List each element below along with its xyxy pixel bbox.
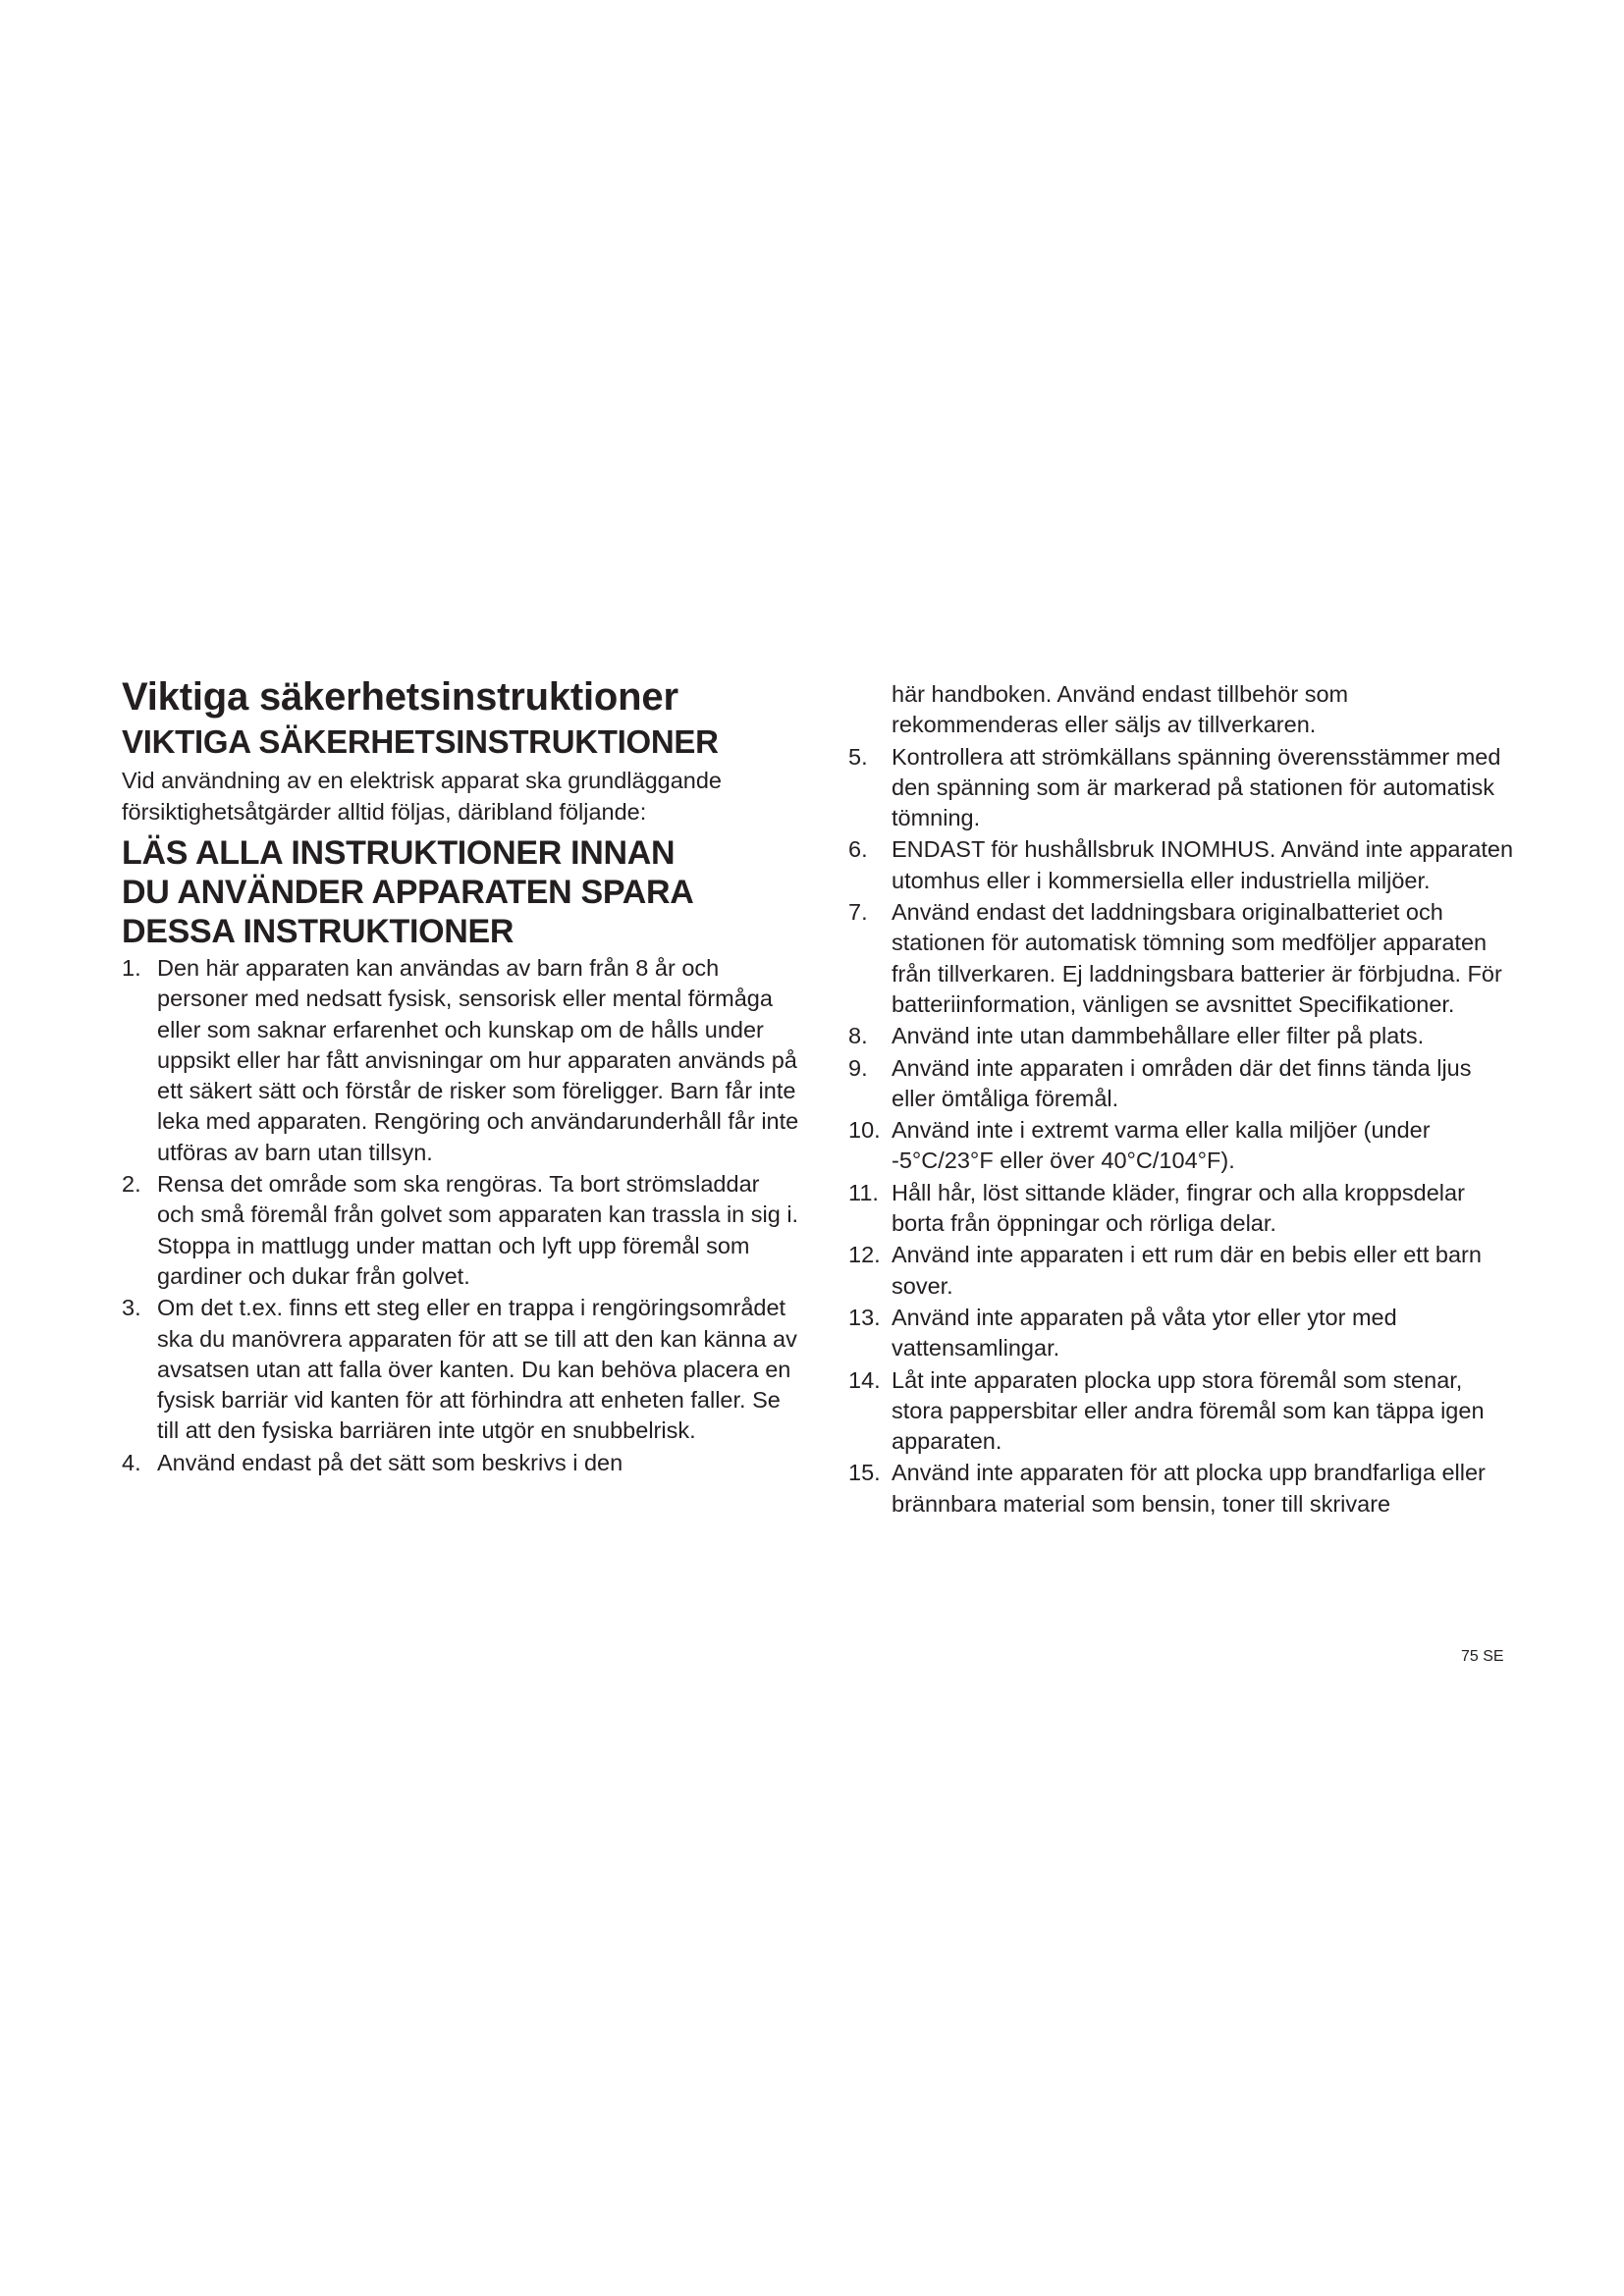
list-item — [848, 1240, 1516, 1302]
item-text: Låt inte apparaten plocka upp stora föremål som stenar, stora pappersbitar eller andra föremål som kan täppa igen apparaten. — [892, 1366, 1485, 1455]
item-text: Använd inte apparaten i områden där det finns tända ljus eller ömtåliga föremål. — [892, 1054, 1472, 1111]
list-item — [122, 1293, 799, 1446]
warning-line: DESSA INSTRUKTIONER — [122, 913, 514, 950]
item-text: Om det t.ex. finns ett steg eller en trappa i rengöringsområdet ska du manövrera apparaten för att se till att den kan känna av avsatsen utan att falla över kanten. Du kan behöva placera en fysisk barriär vid kanten för att förhindra att enheten faller. Se till att den fysiska barriären inte utgör en snubbelrisk. — [157, 1295, 797, 1444]
warning-heading — [122, 833, 799, 951]
item-number: 15. — [848, 1460, 881, 1486]
item-number: 11. — [848, 1179, 879, 1205]
section-heading: VIKTIGA SÄKERHETSINSTRUKTIONER — [122, 723, 719, 760]
item-text: Använd endast på det sätt som beskrivs i den — [157, 1449, 623, 1475]
item-text: Kontrollera att strömkällans spänning överensstämmer med den spänning som är markerad på stationen för automatisk tömning. — [892, 743, 1501, 831]
item-number: 14. — [848, 1366, 881, 1393]
warning-line: DU ANVÄNDER APPARATEN SPARA — [122, 874, 694, 911]
continued-text: här handboken. Använd endast tillbehör som rekommenderas eller säljs av tillverkaren. — [892, 681, 1349, 738]
item-number: 4. — [122, 1449, 141, 1475]
item-text: Använd inte utan dammbehållare eller filter på plats. — [892, 1023, 1425, 1049]
item-number: 1. — [122, 955, 141, 981]
list-item — [848, 834, 1516, 896]
item-text: Använd inte i extremt varma eller kalla miljöer (under -5°C/23°F eller över 40°C/104°F). — [892, 1117, 1431, 1174]
list-item — [848, 1115, 1516, 1177]
list-item — [848, 742, 1516, 834]
item-text: Använd inte apparaten för att plocka upp brandfarliga eller brännbara material som bensin, toner till skrivare — [892, 1460, 1486, 1517]
right-column — [848, 679, 1516, 1521]
item-number: 13. — [848, 1304, 881, 1330]
list-item — [122, 953, 799, 1168]
list-item — [848, 1303, 1516, 1364]
item-text: Rensa det område som ska rengöras. Ta bort strömsladdar och små föremål från golvet som apparaten kan trassla in sig i. Stoppa in mattlugg under mattan och lyft upp föremål som gardiner och dukar från golvet. — [157, 1171, 799, 1289]
page-title: Viktiga säkerhetsinstruktioner — [122, 675, 678, 719]
left-column — [122, 673, 799, 1479]
page-number: 75 SE — [1461, 1648, 1504, 1665]
list-item — [848, 897, 1516, 1020]
list-item — [848, 1365, 1516, 1458]
item-number: 9. — [848, 1054, 868, 1081]
list-item — [848, 1458, 1516, 1520]
instruction-list-left — [122, 953, 799, 1478]
item-text: Håll hår, löst sittande kläder, fingrar och alla kroppsdelar borta från öppningar och rörliga delar. — [892, 1179, 1465, 1237]
list-item — [122, 1169, 799, 1292]
item-number: 12. — [848, 1242, 881, 1268]
list-item — [848, 1021, 1516, 1051]
item-text: Använd endast det laddningsbara originalbatteriet och stationen för automatisk tömning som medföljer apparaten från tillverkaren. Ej laddningsbara batterier är förbjudna. För batteriinformation, vänligen se avsnittet Specifikationer. — [892, 899, 1502, 1017]
warning-line: LÄS ALLA INSTRUKTIONER INNAN — [122, 834, 676, 872]
item-number: 2. — [122, 1171, 141, 1198]
item-number: 3. — [122, 1295, 141, 1321]
item-text: Använd inte apparaten på våta ytor eller ytor med vattensamlingar. — [892, 1304, 1397, 1362]
item-text: Den här apparaten kan användas av barn från 8 år och personer med nedsatt fysisk, sensorisk eller mental förmåga eller som saknar erfarenhet och kunskap om de hålls under uppsikt eller har fått anvisningar om hur apparaten används på ett säkert sätt och förstår de risker som föreligger. Barn får inte leka med apparaten. Rengöring och användarunderhåll får inte utföras av barn utan tillsyn. — [157, 955, 799, 1165]
list-item — [122, 1448, 799, 1478]
list-item — [848, 1053, 1516, 1115]
list-item — [848, 1178, 1516, 1240]
item-text: ENDAST för hushållsbruk INOMHUS. Använd inte apparaten utomhus eller i kommersiella eller industriella miljöer. — [892, 836, 1514, 893]
item-number: 7. — [848, 899, 868, 926]
item-number: 10. — [848, 1117, 881, 1144]
item-text: Använd inte apparaten i ett rum där en bebis eller ett barn sover. — [892, 1242, 1482, 1299]
item-number: 8. — [848, 1023, 868, 1049]
intro-paragraph: Vid användning av en elektrisk apparat ska grundläggande försiktighetsåtgärder alltid följas, däribland följande: — [122, 768, 722, 825]
item-number: 5. — [848, 743, 868, 770]
instruction-list-right — [848, 742, 1516, 1520]
item-number: 6. — [848, 836, 868, 863]
